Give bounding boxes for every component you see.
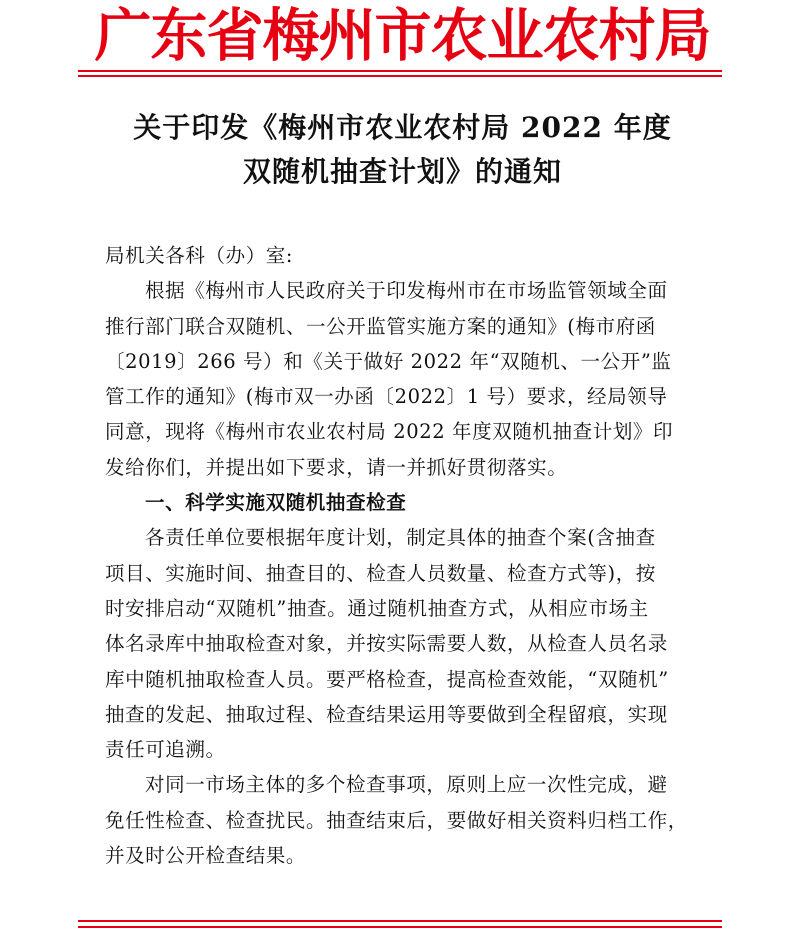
footer-red-rule-bottom bbox=[78, 926, 722, 928]
paragraph-line: 管工作的通知》(梅市双一办函〔2022〕1 号）要求，经局领导 bbox=[105, 385, 668, 409]
paragraph-line: 推行部门联合双随机、一公开监管实施方案的通知》(梅市府函 bbox=[105, 314, 656, 338]
paragraph-line: 〔2019〕266 号）和《关于做好 2022 年“双随机、一公开”监 bbox=[105, 349, 672, 373]
paragraph-line: 库中随机抽取检查人员。要严格检查，提高检查效能，“双随机” bbox=[105, 667, 669, 691]
paragraph-line: 发给你们，并提出如下要求，请一并抓好贯彻落实。 bbox=[105, 455, 568, 479]
document-title-line-1: 关于印发《梅州市农业农村局 2022 年度 bbox=[133, 111, 672, 144]
paragraph-line: 同意，现将《梅州市农业农村局 2022 年度双随机抽查计划》印 bbox=[105, 420, 674, 444]
paragraph-line: 抽查的发起、抽取过程、检查结果运用等要做到全程留痕，实现 bbox=[105, 702, 668, 726]
document-body bbox=[105, 238, 725, 873]
header-red-rule-bottom bbox=[78, 75, 722, 77]
paragraph-line: 时安排启动“双随机”抽查。通过随机抽查方式，从相应市场主 bbox=[105, 596, 649, 620]
document-header-title: 广东省梅州市农业农村局 bbox=[94, 3, 711, 69]
section-heading-1: 一、科学实施双随机抽查检查 bbox=[145, 491, 407, 515]
paragraph-2 bbox=[105, 520, 725, 767]
paragraph-line: 项目、实施时间、抽查目的、检查人员数量、检查方式等)，按 bbox=[105, 561, 656, 585]
paragraph-line: 各责任单位要根据年度计划，制定具体的抽查个案(含抽查 bbox=[145, 526, 656, 550]
paragraph-line: 体名录库中抽取检查对象，并按实际需要人数，从检查人员名录 bbox=[105, 632, 668, 656]
paragraph-line: 责任可追溯。 bbox=[105, 738, 226, 762]
paragraph-line: 免任性检查、检查扰民。抽查结束后，要做好相关资料归档工作， bbox=[105, 808, 688, 832]
document-title-line-2: 双随机抽查计划》的通知 bbox=[242, 155, 562, 188]
header-red-rule-top bbox=[78, 70, 722, 72]
footer-red-rule-top bbox=[78, 920, 722, 922]
paragraph-line: 根据《梅州市人民政府关于印发梅州市在市场监管领域全面 bbox=[145, 279, 668, 303]
addressee: 局机关各科（办）室: bbox=[105, 244, 294, 267]
paragraph-1 bbox=[105, 273, 725, 485]
paragraph-line: 并及时公开检查结果。 bbox=[105, 844, 307, 868]
paragraph-3 bbox=[105, 767, 725, 873]
paragraph-line: 对同一市场主体的多个检查事项，原则上应一次性完成，避 bbox=[145, 773, 668, 797]
